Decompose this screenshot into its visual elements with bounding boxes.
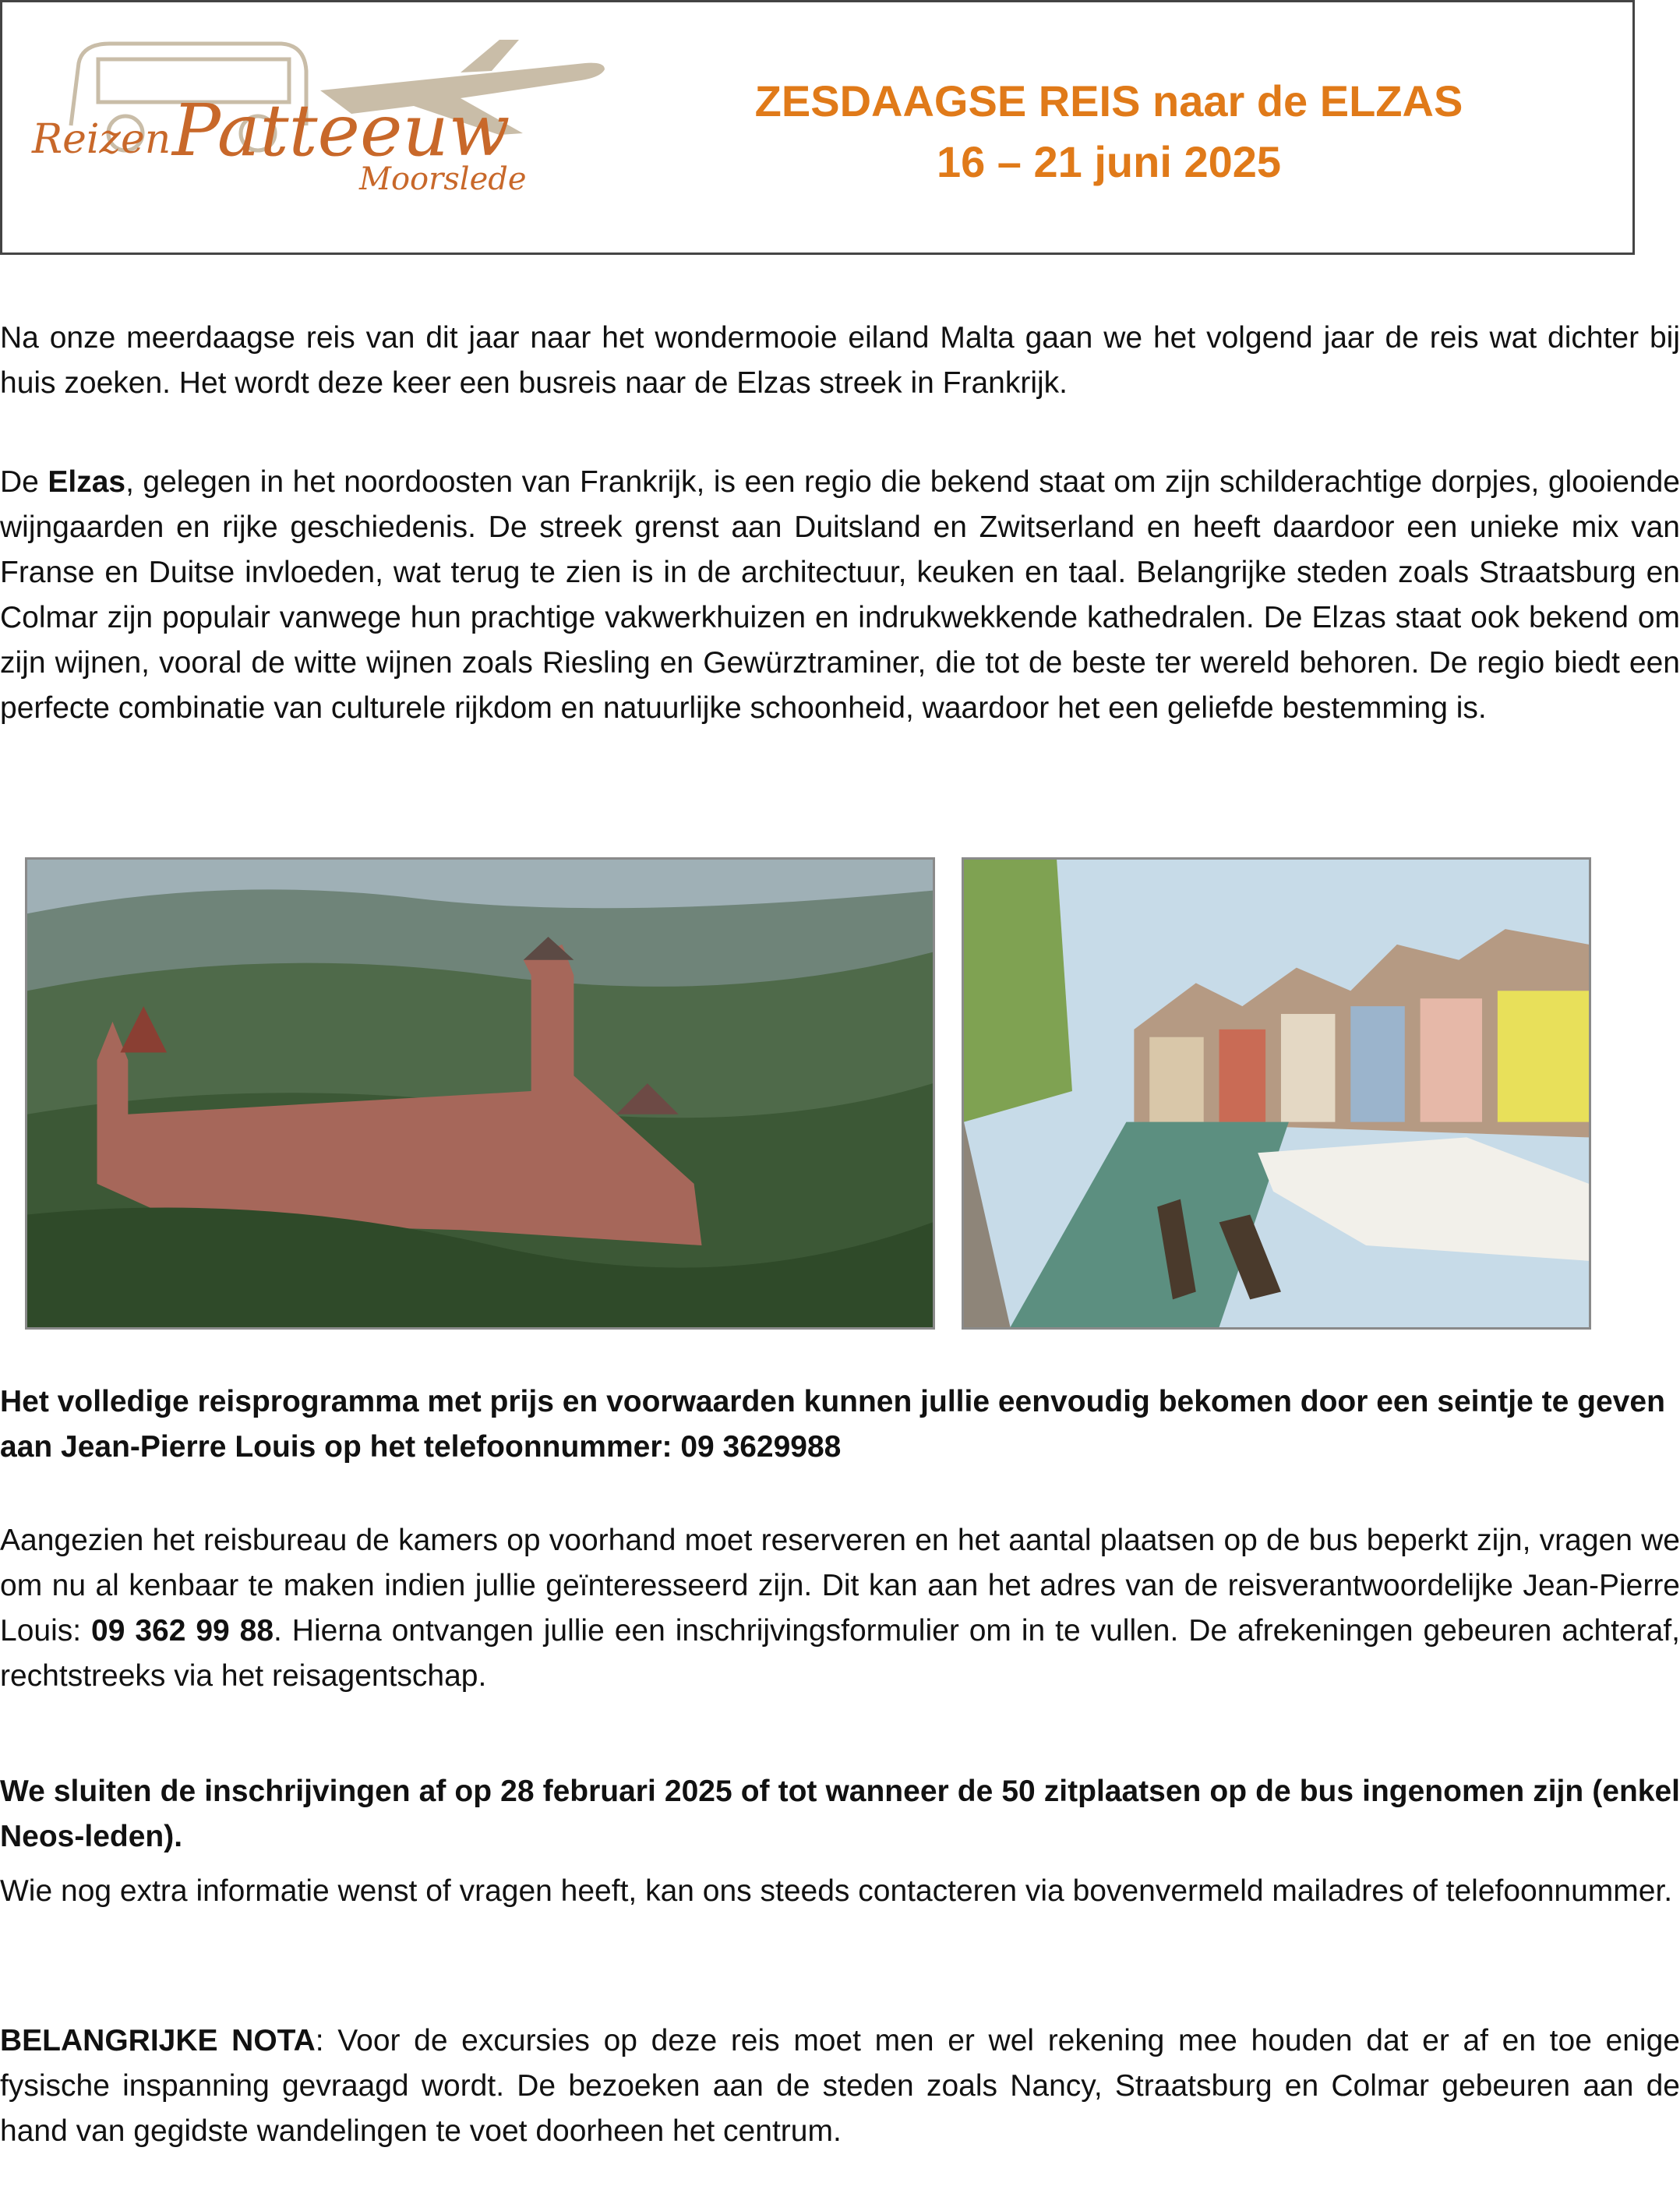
castle-photo (25, 857, 935, 1330)
reservation-phone: 09 362 99 88 (91, 1614, 274, 1648)
intro-paragraph: Na onze meerdaagse reis van dit jaar naar het wondermooie eiland Malta gaan we het volgend jaar de reis wat dichter bij huis zoeken. Het wordt deze keer een busreis naar de Elzas streek in Frankrijk. (0, 321, 1680, 400)
reizen-patteeuw-logo (24, 16, 616, 203)
reservation-paragraph (0, 1518, 1680, 1699)
header-box (0, 0, 1635, 255)
logo-brand-patteeuw: Patteeuw (172, 89, 510, 172)
logo-location: Moorslede (359, 161, 527, 197)
description-rest: , gelegen in het noordoosten van Frankrijk, is een regio die bekend staat om zijn schilderachtige dorpjes, glooiende wijngaarden en rijke geschiedenis. De streek grenst aan Duitsland en Zwitserland en heeft daardoor een unieke mix van Franse en Duitse invloeden, wat terug te zien is in de architectuur, keuken en taal. Belangrijke steden zoals Straatsburg en Colmar zijn populair vanwege hun prachtige vakwerkhuizen en indrukwekkende kathedralen. De Elzas staat ook bekend om zijn wijnen, vooral de witte wijnen zoals Riesling en Gewürztraminer, die tot de beste ter wereld behoren. De regio biedt een perfecte combinatie van culturele rijkdom en natuurlijke schoonheid, waardoor het een geliefde bestemming is. (0, 465, 1680, 725)
program-paragraph: Het volledige reisprogramma met prijs en voorwaarden kunnen jullie eenvoudig bekomen door een seintje te geven aan Jean-Pierre Louis op het telefoonnummer: 09 3629988 (0, 1385, 1665, 1464)
contact-paragraph: Wie nog extra informatie wenst of vragen heeft, kan ons steeds contacteren via bovenvermeld mailadres of telefoonnummer. (0, 1874, 1673, 1908)
trip-title-line1: ZESDAAGSE REIS naar de ELZAS (754, 76, 1463, 125)
reservation-text-before: Aangezien het reisbureau de kamers op voorhand moet reserveren en het aantal plaatsen op de bus beperkt zijn, vragen we om nu al kenbaar te maken indien jullie geïnteresseerd zijn. Dit kan aan het adres van de reisverantwoordelijke Jean-Pierre Louis: (0, 1524, 1680, 1648)
description-bold-elzas: Elzas (48, 465, 126, 499)
description-paragraph (0, 460, 1680, 731)
note-label: BELANGRIJKE NOTA (0, 2024, 316, 2057)
reservation-text-after: . Hierna ontvangen jullie een inschrijvingsformulier om in te vullen. De afrekeningen gebeuren achteraf, rechtstreeks via het reisagentschap. (0, 1614, 1680, 1693)
logo-brand-reizen: Reizen (32, 116, 171, 163)
description-prefix: De (0, 465, 48, 499)
trip-dates: 16 – 21 juni 2025 (936, 137, 1282, 186)
trip-title (641, 71, 1576, 192)
note-paragraph (0, 2019, 1680, 2154)
colmar-photo (962, 857, 1591, 1330)
deadline-paragraph: We sluiten de inschrijvingen af op 28 februari 2025 of tot wanneer de 50 zitplaatsen op de bus ingenomen zijn (enkel Neos-leden). (0, 1775, 1680, 1853)
note-text: : Voor de excursies op deze reis moet men er wel rekening mee houden dat er af en toe enige fysische inspanning gevraagd wordt. De bezoeken aan de steden zoals Nancy, Straatsburg en Colmar gebeuren aan de hand van gegidste wandelingen te voet doorheen het centrum. (0, 2024, 1680, 2148)
